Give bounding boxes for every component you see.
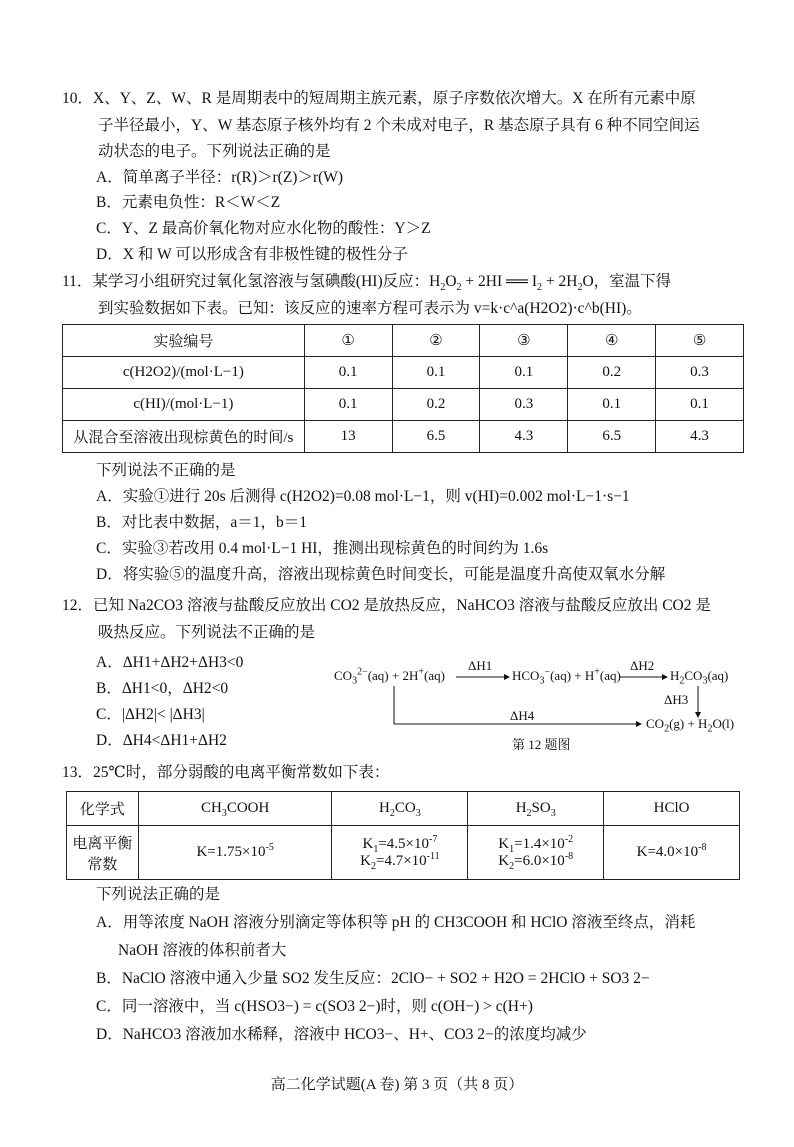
q11-data-table — [62, 324, 744, 453]
table-cell: 6.5 — [392, 421, 480, 453]
q12-option-b: B．ΔH1<0，ΔH2<0 — [96, 680, 229, 697]
scheme-caption: 第 12 题图 — [512, 737, 571, 752]
table-cell: 0.1 — [480, 357, 568, 389]
table-cell: $K=1.75\times 10^{-5}$ — [138, 826, 332, 880]
table-cell: 0.1 — [304, 389, 392, 421]
table-cell: 0.1 — [304, 357, 392, 389]
table-cell: $K_1=1.4\times 10^{-2}$ $K_2=6.0\times 10^{-8}$ — [468, 826, 604, 880]
table-header-cell: HClO — [604, 792, 740, 826]
q10-stem-line2: 子半径最小，Y、W 基态原子核外均有 2 个未成对电子，R 基态原子具有 6 种不同空间运 — [98, 116, 700, 134]
table-cell: 0.2 — [392, 389, 480, 421]
q10-option-a: A．简单离子半径：r(R)＞r(Z)＞r(W) — [96, 169, 344, 186]
q10-stem-line3: 动状态的电子。下列说法正确的是 — [98, 143, 331, 160]
question-12 — [62, 593, 742, 646]
q13-option-b: B．NaClO 溶液中通入少量 SO2 发生反应：2ClO− + SO2 + H2O = 2HClO + SO3 2− — [96, 970, 650, 987]
scheme-dh2-label: ΔH2 — [630, 658, 655, 673]
question-10 — [62, 86, 742, 166]
q10-option-c: C．Y、Z 最高价氧化物对应水化物的酸性：Y＞Z — [96, 220, 431, 237]
table-cell: 6.5 — [568, 421, 656, 453]
scheme-intermediate-1: $HCO_3^-(aq) + H^+(aq)$ — [512, 666, 621, 687]
table-row — [67, 826, 740, 880]
question-13: 13．25℃时，部分弱酸的电离平衡常数如下表： — [62, 764, 390, 781]
table-cell: 0.1 — [656, 389, 744, 421]
q11-option-d: D．将实验⑤的温度升高，溶液出现棕黄色时间变长，可能是温度升高使双氧水分解 — [96, 566, 666, 583]
scheme-dh3-label: ΔH3 — [664, 692, 689, 707]
row-label: c(H2O2)/(mol·L−1) — [63, 357, 305, 389]
q11-stem-line2: 到实验数据如下表。已知：该反应的速率方程可表示为 v=k·c^a(H2O2)·c^b(HI)。 — [98, 299, 642, 317]
scheme-dh1-label: ΔH1 — [468, 658, 493, 673]
table-header-cell: 实验编号 — [63, 325, 305, 357]
q12-stem-line2: 吸热反应。下列说法不正确的是 — [98, 623, 316, 641]
table-cell: $K=4.0\times 10^{-8}$ — [604, 826, 740, 880]
table-header-cell: ④ — [568, 325, 656, 357]
q11-option-a: A．实验①进行 20s 后测得 c(H2O2)=0.08 mol·L−1，则 v(HI)=0.002 mol·L−1·s−1 — [96, 488, 630, 505]
q12-option-d: D．ΔH4<ΔH1+ΔH2 — [96, 732, 227, 749]
table-row — [63, 389, 744, 421]
scheme-intermediate-2: $H_2CO_3(aq)$ — [670, 668, 729, 687]
q11-stem-line1: 11．某学习小组研究过氧化氢溶液与氢碘酸(HI)反应：$H_2O_2 + 2HI$ ══ $I_2 + 2H_2O$，室温下得 — [62, 273, 672, 294]
q11-prompt: 下列说法不正确的是 — [96, 462, 236, 479]
q11-option-c: C．实验③若改用 0.4 mol·L−1 HI，推测出现棕黄色的时间约为 1.6s — [96, 540, 549, 557]
table-header-cell: 化学式 — [67, 792, 139, 826]
table-header-cell: ② — [392, 325, 480, 357]
table-cell: 4.3 — [480, 421, 568, 453]
scheme-products: $CO_2(g) + H_2O(l)$ — [646, 716, 735, 735]
q10-stem-line1: 10．X、Y、Z、W、R 是周期表中的短周期主族元素，原子序数依次增大。X 在所有元素中原 — [62, 90, 696, 107]
table-row — [63, 421, 744, 453]
row-label: 从混合至溶液出现棕黄色的时间/s — [63, 421, 305, 453]
q12-stem-line1: 12．已知 Na2CO3 溶液与盐酸反应放出 CO2 是放热反应，NaHCO3 溶液与盐酸反应放出 CO2 是 — [62, 597, 711, 614]
table-header-cell: $H_2CO_3$ — [332, 792, 468, 826]
table-cell: 0.2 — [568, 357, 656, 389]
scheme-reactants: $CO_3^{2-}(aq) + 2H^+(aq)$ — [334, 666, 445, 687]
q13-constants-table — [66, 791, 740, 880]
table-header-cell: ① — [304, 325, 392, 357]
q13-option-a-line1: A．用等浓度 NaOH 溶液分别滴定等体积等 pH 的 CH3COOH 和 HClO 溶液至终点，消耗 — [96, 914, 696, 931]
table-cell: 0.3 — [656, 357, 744, 389]
q12-option-a: A．ΔH1+ΔH2+ΔH3<0 — [96, 654, 244, 671]
q13-option-a-line2: NaOH 溶液的体积前者大 — [118, 942, 287, 959]
table-cell: 0.1 — [568, 389, 656, 421]
row-label: 电离平衡 常数 — [67, 826, 139, 880]
q13-option-d: D．NaHCO3 溶液加水稀释，溶液中 HCO3−、H+、CO3 2−的浓度均减少 — [96, 1026, 587, 1043]
q13-prompt: 下列说法正确的是 — [96, 886, 221, 903]
q13-option-c: C．同一溶液中，当 c(HSO3−) = c(SO3 2−)时，则 c(OH−) > c(H+) — [96, 998, 533, 1015]
table-row — [63, 357, 744, 389]
table-cell: 4.3 — [656, 421, 744, 453]
page-footer: 高二化学试题(A 卷) 第 3 页（共 8 页） — [270, 1077, 524, 1093]
table-header-cell: ⑤ — [656, 325, 744, 357]
q10-option-b: B．元素电负性：R＜W＜Z — [96, 194, 281, 211]
table-header-cell: ③ — [480, 325, 568, 357]
q12-option-c: C．|ΔH2|< |ΔH3| — [96, 706, 205, 723]
table-cell: 13 — [304, 421, 392, 453]
table-cell: $K_1=4.5\times 10^{-7}$ $K_2=4.7\times 10^{-11}$ — [332, 826, 468, 880]
table-row — [63, 325, 744, 357]
table-header-cell: $CH_3COOH$ — [138, 792, 332, 826]
q12-reaction-scheme — [334, 658, 764, 754]
row-label: c(HI)/(mol·L−1) — [63, 389, 305, 421]
q10-option-d: D．X 和 W 可以形成含有非极性键的极性分子 — [96, 246, 408, 263]
q11-option-b: B．对比表中数据，a＝1，b＝1 — [96, 514, 307, 531]
scheme-dh4-label: ΔH4 — [510, 708, 535, 723]
table-cell: 0.1 — [392, 357, 480, 389]
table-cell: 0.3 — [480, 389, 568, 421]
table-header-cell: $H_2SO_3$ — [468, 792, 604, 826]
question-11 — [62, 269, 742, 322]
table-row — [67, 792, 740, 826]
